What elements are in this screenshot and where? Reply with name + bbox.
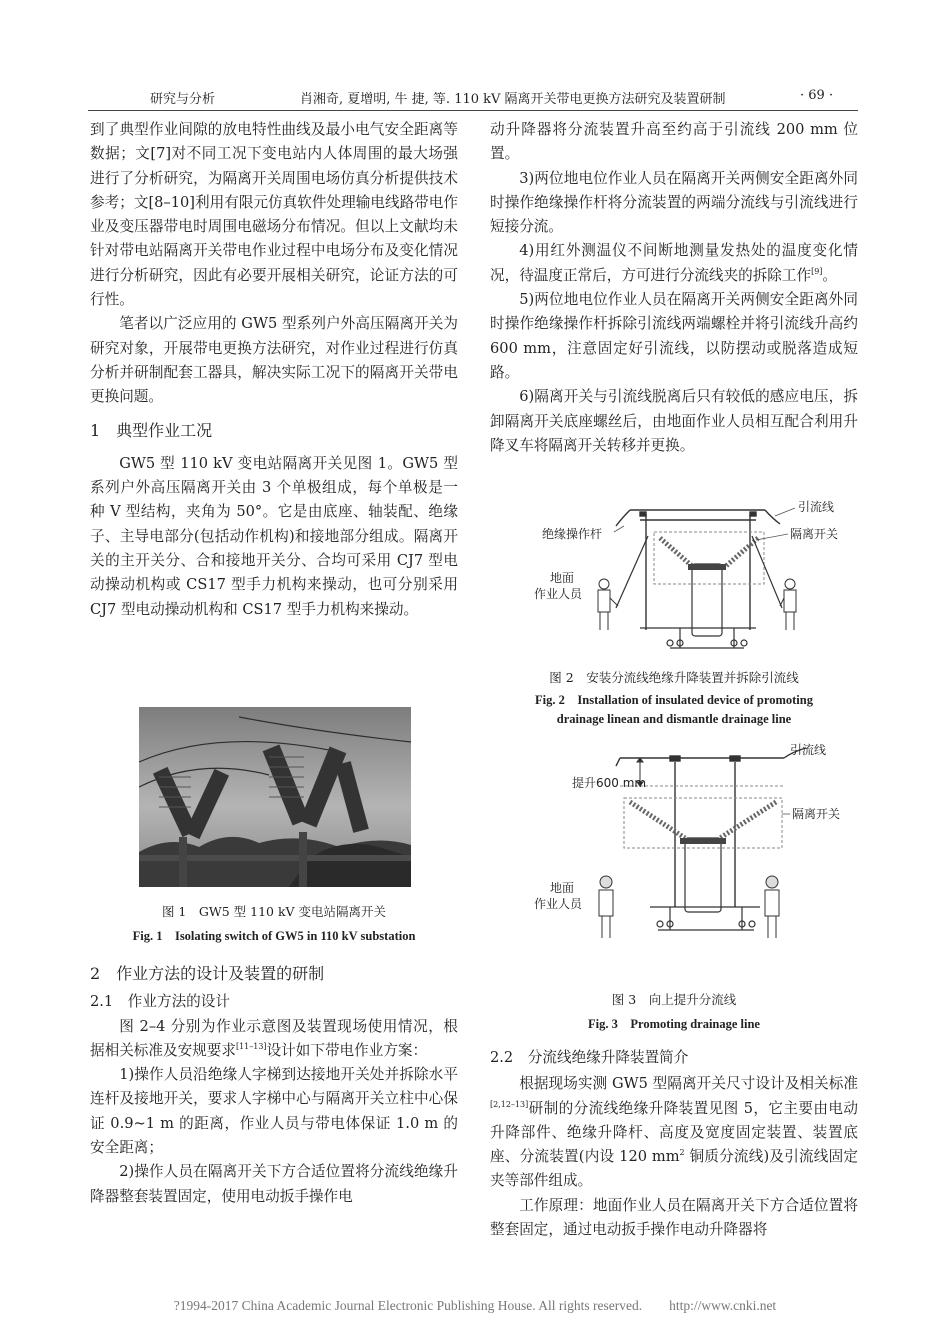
figure-2-caption-cn: 图 2 安装分流线绝缘升降装置并拆除引流线 [549, 670, 799, 685]
header-running-title: 肖湘奇, 夏增明, 牛 捷, 等. 110 kV 隔离开关带电更换方法研究及装置研制 [300, 92, 726, 107]
promote-drainage-diagram [520, 742, 850, 952]
paragraph: 3)两位地电位作业人员在隔离开关两侧安全距离外同时操作绝缘操作杆将分流装置的两端分流线与引流线进行短接分流。 [490, 169, 858, 236]
fig3-label-lift: 提升600 mm [572, 776, 647, 790]
copyright-footer: ?1994-2017 China Academic Journal Electronic Publishing House. All rights reserved. http://www.cnki.net [173, 1298, 777, 1313]
figure-3-diagram [520, 742, 850, 952]
paragraph: 6)隔离开关与引流线脱离后只有较低的感应电压，拆卸隔离开关底座螺丝后，由地面作业人员相互配合利用升降叉车将隔离开关转移并更换。 [490, 388, 858, 454]
figure-1-photo [139, 707, 411, 887]
paragraph: 图 2–4 分别为作业示意图及装置现场使用情况，根据相关标准及安规要求[11–13]设计如下带电作业方案： [90, 1017, 458, 1059]
fig2-label-lead-line: 引流线 [798, 500, 835, 514]
section-heading: 2 作业方法的设计及装置的研制 [90, 964, 325, 983]
fig2-label-rod: 绝缘操作杆 [542, 527, 603, 541]
paragraph: 1)操作人员沿绝缘人字梯到达接地开关处并拆除水平连杆及接地开关，要求人字梯中心与隔离开关立柱中心保证 0.9~1 m 的距离，作业人员与带电体保证 1.0 m 的安全距离； [90, 1066, 458, 1157]
section-heading: 1 典型作业工况 [90, 420, 213, 440]
paragraph: 根据现场实测 GW5 型隔离开关尺寸设计及相关标准[2,12–13]研制的分流线绝缘升降装置见图 5，它主要由电动升降部件、绝缘升降杆、高度及宽度固定装置、装置底座、分流装置(内设 120 $mm^2$ 铜质分流线)及引流线固定夹等部件组成。 [490, 1075, 858, 1190]
figure-2-diagram [520, 498, 850, 658]
header-section: 研究与分析 [150, 92, 216, 107]
subsection-heading: 2.1 作业方法的设计 [90, 993, 230, 1011]
paragraph: 4)用红外测温仪不间断地测量发热处的温度变化情况，待温度正常后，方可进行分流线夹的拆除工作[9]。 [490, 242, 858, 284]
right-column-bottom [490, 1046, 858, 1242]
figure-3-caption-cn: 图 3 向上提升分流线 [611, 992, 737, 1007]
fig3-label-ground: 地面 [550, 881, 575, 895]
fig2-label-worker: 作业人员 [534, 587, 583, 601]
figure-1-caption-en: Fig. 1 Isolating switch of GW5 in 110 kV substation [132, 929, 416, 943]
fig3-label-switch: 隔离开关 [792, 807, 841, 821]
drainage-install-diagram [520, 498, 850, 658]
fig3-label-lead-line: 引流线 [790, 743, 827, 757]
subsection-heading: 2.2 分流线绝缘升降装置简介 [490, 1049, 689, 1066]
header-rule [88, 110, 858, 111]
paragraph: 笔者以广泛应用的 GW5 型系列户外高压隔离开关为研究对象，开展带电更换方法研究，对作业过程进行仿真分析并研制配套工器具，解决实际工况下的隔离开关带电更换问题。 [90, 315, 458, 406]
paragraph: 2)操作人员在隔离开关下方合适位置将分流线绝缘升降器整套装置固定，使用电动扳手操作电 [90, 1163, 458, 1205]
figure-2-caption-en-line2: drainage linean and dismantle drainage line [556, 712, 792, 726]
figure-1-caption-cn: 图 1 GW5 型 110 kV 变电站隔离开关 [161, 904, 387, 919]
paragraph: GW5 型 110 kV 变电站隔离开关见图 1。GW5 型系列户外高压隔离开关由 3 个单极组成，每个单极是一种 V 型结构，夹角为 50°。它是由底座、轴装配、绝缘子、主导电部分(包括动作机构)和接地部分组成。隔离开关的主开关分、合和接地开关分、合均可采用 CJ7 型电动操动机构或 CS17 型手力机构来操动，也可分别采用 CJ7 型电动操动机构和 CS17 型手力机构来操动。 [90, 454, 458, 618]
left-column-top [90, 118, 458, 622]
fig2-label-switch: 隔离开关 [790, 527, 839, 541]
paragraph: 5)两位地电位作业人员在隔离开关两侧安全距离外同时操作绝缘操作杆拆除引流线两端螺栓并将引流线升高约 600 mm，注意固定好引流线，以防摆动或脱落造成短路。 [490, 291, 858, 381]
fig3-label-worker: 作业人员 [534, 897, 583, 911]
left-column-bottom [90, 962, 458, 1209]
paragraph: 到了典型作业间隙的放电特性曲线及最小电气安全距离等数据；文[7]对不同工况下变电站内人体周围的最大场强进行了分析研究，为隔离开关周围电场仿真分析提供技术参考；文[8–10]利用有限元仿真软件处理输电线路带电作业及变压器带电时周围电磁场分布情况。但以上文献均未针对带电站隔离开关带电作业过程中电场分布及变化情况进行分析研究，因此有必要开展相关研究，论证方法的可行性。 [90, 121, 458, 309]
substation-photo [139, 707, 411, 887]
fig2-label-ground: 地面 [550, 571, 575, 585]
paragraph: 工作原理：地面作业人员在隔离开关下方合适位置将整套固定，通过电动扳手操作电动升降器将 [490, 1196, 858, 1239]
figure-2-caption-en-line1: Fig. 2 Installation of insulated device of promoting [535, 693, 813, 707]
right-column-top [490, 118, 858, 458]
figure-3-caption-en: Fig. 3 Promoting drainage line [588, 1017, 760, 1031]
header-page-number: · 69 · [800, 88, 834, 103]
paragraph: 动升降器将分流装置升高至约高于引流线 200 mm 位置。 [490, 121, 858, 163]
